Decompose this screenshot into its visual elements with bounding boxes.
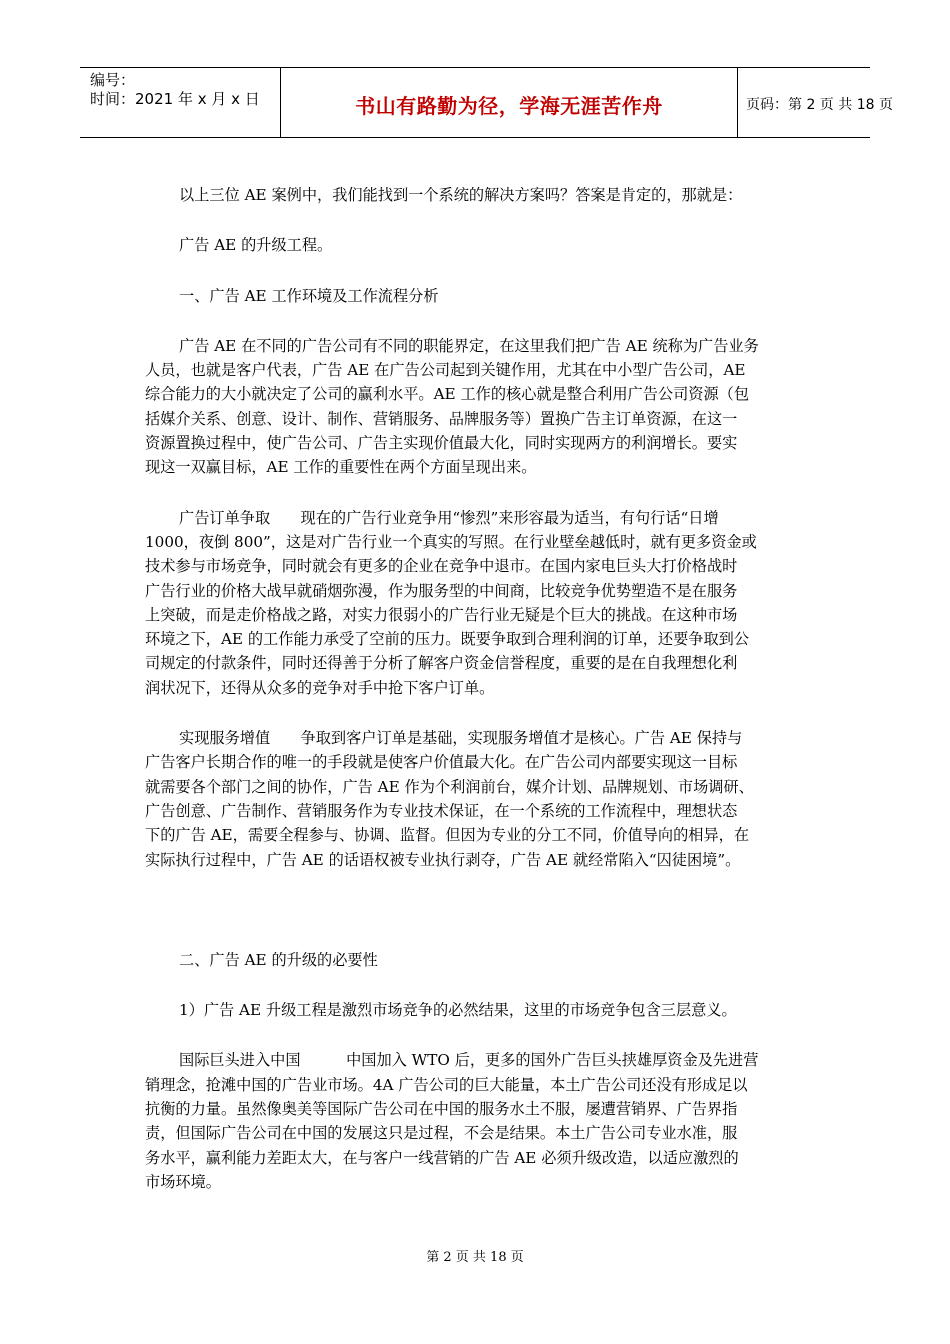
section-heading-1: 一、广告 AE 工作环境及工作流程分析 (179, 286, 439, 305)
page-header (80, 67, 893, 138)
text-line: 司规定的付款条件，同时还得善于分析了解客户资金信誉程度，重要的是在自我理想化利 (145, 654, 738, 673)
text-line: 下的广告 AE，需要全程参与、协调、监督。但因为专业的分工不同，价值导向的相异，在 (145, 826, 750, 845)
paragraph-international-giants (145, 1048, 810, 1194)
text-line: 综合能力的大小就决定了公司的赢利水平。AE 工作的核心就是整合利用广告公司资源（包 (145, 385, 750, 404)
text-line: 广告客户长期合作的唯一的手段就是使客户价值最大化。在广告公司内部要实现这一目标 (145, 753, 738, 772)
text-line: 上突破，而是走价格战之路，对实力很弱小的广告行业无疑是个巨大的挑战。在这种市场 (145, 605, 738, 624)
text-line: 技术参与市场竞争，同时就会有更多的企业在竞争中退市。在国内家电巨头大打价格战时 (145, 557, 738, 576)
text-line: 广告订单争取 现在的广告行业竞争用“惨烈”来形容最为适当，有句行话“日增 (179, 508, 719, 527)
text-line: 抗衡的力量。虽然像奥美等国际广告公司在中国的服务水土不服，屡遭营销界、广告界指 (145, 1100, 738, 1119)
paragraph-upgrade-title: 广告 AE 的升级工程。 (179, 236, 333, 255)
text-line: 广告创意、广告制作、营销服务作为专业技术保证，在一个系统的工作流程中，理想状态 (145, 801, 738, 820)
text-line: 环境之下，AE 的工作能力承受了空前的压力。既要争取到合理利润的订单，还要争取到公 (145, 630, 750, 649)
text-line: 广告 AE 在不同的广告公司有不同的职能界定，在这里我们把广告 AE 统称为广告业务 (179, 336, 759, 355)
document-body (145, 183, 810, 1194)
text-line: 人员，也就是客户代表，广告 AE 在广告公司起到关键作用，尤其在中小型广告公司，AE (145, 361, 746, 380)
text-line: 实现服务增值 争取到客户订单是基础，实现服务增值才是核心。广告 AE 保持与 (179, 729, 743, 748)
text-line: 务水平，赢利能力差距太大，在与客户一线营销的广告 AE 必须升级改造，以适应激烈的 (145, 1148, 739, 1167)
number-label: 编号： (90, 71, 136, 89)
page-code: 页码：第 2 页 共 18 页 (746, 97, 893, 113)
text-line: 国际巨头进入中国 中国加入 WTO 后，更多的国外广告巨头挟雄厚资金及先进营 (179, 1051, 759, 1070)
paragraph-service-value (145, 726, 810, 872)
date-label: 时间：2021 年 x 月 x 日 (90, 90, 260, 108)
paragraph-ae-definition (145, 334, 810, 480)
motto-text: 书山有路勤为径，学海无涯苦作舟 (355, 94, 663, 118)
text-line: 责，但国际广告公司在中国的发展这只是过程，不会是结果。本土广告公司专业水准，服 (145, 1124, 738, 1143)
text-line: 括媒介关系、创意、设计、制作、营销服务、品牌服务等）置换广告主订单资源，在这一 (145, 409, 738, 428)
text-line: 现这一双赢目标，AE 工作的重要性在两个方面呈现出来。 (145, 458, 537, 477)
text-line: 就需要各个部门之间的协作，广告 AE 作为个利润前台，媒介计划、品牌规划、市场调研、 (145, 777, 754, 796)
text-line: 广告行业的价格大战早就硝烟弥漫，作为服务型的中间商，比较竞争优势塑造不是在服务 (145, 581, 738, 600)
text-line: 市场环境。 (145, 1172, 221, 1191)
page-footer: 第 2 页 共 18 页 (426, 1250, 524, 1265)
header-motto-cell (280, 68, 738, 137)
text-line: 销理念，抢滩中国的广告业市场。4A 广告公司的巨大能量，本土广告公司还没有形成足以 (145, 1075, 748, 1094)
paragraph-competition-point-1: 1）广告 AE 升级工程是激烈市场竞争的必然结果，这里的市场竞争包含三层意义。 (179, 1001, 737, 1020)
header-info-cell (80, 68, 280, 137)
text-line: 润状况下，还得从众多的竞争对手中抢下客户订单。 (145, 678, 495, 697)
header-page-cell (738, 68, 893, 137)
text-line: 1000，夜倒 800”，这是对广告行业一个真实的写照。在行业壁垒越低时，就有更多资金或 (145, 532, 757, 551)
paragraph-intro: 以上三位 AE 案例中，我们能找到一个系统的解决方案吗？答案是肯定的，那就是： (179, 186, 743, 204)
text-line: 实际执行过程中，广告 AE 的话语权被专业执行剥夺，广告 AE 就经常陷入“囚徒困境”。 (145, 850, 741, 869)
section-heading-2: 二、广告 AE 的升级的必要性 (179, 950, 378, 969)
text-line: 资源置换过程中，使广告公司、广告主实现价值最大化，同时实现两方的利润增长。要实 (145, 434, 738, 453)
paragraph-order-competition (145, 506, 810, 700)
